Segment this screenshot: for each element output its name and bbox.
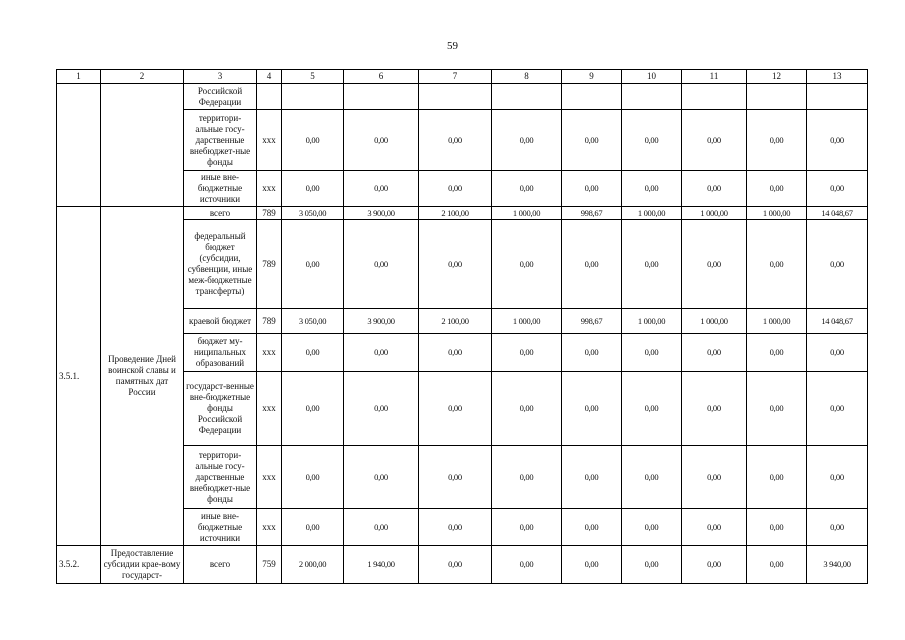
value-cell: 0,00 xyxy=(622,372,682,446)
code-cell: ххх xyxy=(257,372,282,446)
source-cell: государст-венные вне-бюджетные фонды Российской Федерации xyxy=(184,372,257,446)
value-cell: 0,00 xyxy=(419,546,492,584)
value-cell: 998,67 xyxy=(562,207,622,220)
value-cell: 0,00 xyxy=(282,372,344,446)
item-name: Предоставление субсидии крае-вому государст- xyxy=(101,546,184,584)
empty-cell xyxy=(682,84,747,110)
value-cell: 1 000,00 xyxy=(682,309,747,334)
table-row xyxy=(57,84,868,110)
header-cell: 8 xyxy=(492,70,562,84)
value-cell: 0,00 xyxy=(344,446,419,509)
header-cell: 2 xyxy=(101,70,184,84)
value-cell: 0,00 xyxy=(282,334,344,372)
value-cell: 0,00 xyxy=(622,509,682,546)
value-cell: 0,00 xyxy=(344,509,419,546)
value-cell: 0,00 xyxy=(622,546,682,584)
value-cell: 1 000,00 xyxy=(682,207,747,220)
value-cell: 0,00 xyxy=(622,446,682,509)
value-cell: 0,00 xyxy=(807,220,868,309)
value-cell: 0,00 xyxy=(492,546,562,584)
empty-cell xyxy=(101,84,184,207)
value-cell: 1 000,00 xyxy=(747,207,807,220)
empty-cell xyxy=(562,84,622,110)
value-cell: 0,00 xyxy=(419,220,492,309)
value-cell: 0,00 xyxy=(807,171,868,207)
value-cell: 0,00 xyxy=(747,546,807,584)
value-cell: 0,00 xyxy=(562,220,622,309)
code-cell: ххх xyxy=(257,334,282,372)
value-cell: 0,00 xyxy=(622,220,682,309)
value-cell: 1 000,00 xyxy=(492,309,562,334)
value-cell: 0,00 xyxy=(282,446,344,509)
value-cell: 0,00 xyxy=(419,372,492,446)
item-name: Проведение Дней воинской славы и памятных дат России xyxy=(101,207,184,546)
header-cell: 1 xyxy=(57,70,101,84)
value-cell: 0,00 xyxy=(492,334,562,372)
value-cell: 0,00 xyxy=(747,171,807,207)
value-cell: 0,00 xyxy=(682,509,747,546)
empty-cell xyxy=(419,84,492,110)
value-cell: 3 050,00 xyxy=(282,207,344,220)
code-cell: 789 xyxy=(257,207,282,220)
empty-cell xyxy=(807,84,868,110)
value-cell: 0,00 xyxy=(492,446,562,509)
value-cell: 0,00 xyxy=(747,446,807,509)
value-cell: 0,00 xyxy=(682,110,747,171)
value-cell: 0,00 xyxy=(419,509,492,546)
value-cell: 0,00 xyxy=(562,509,622,546)
budget-table xyxy=(56,69,868,584)
source-cell: территори-альные госу-дарственные внебюджет-ные фонды xyxy=(184,110,257,171)
value-cell: 0,00 xyxy=(682,171,747,207)
item-number: 3.5.2. xyxy=(57,546,101,584)
value-cell: 0,00 xyxy=(682,446,747,509)
value-cell: 0,00 xyxy=(747,220,807,309)
value-cell: 2 000,00 xyxy=(282,546,344,584)
value-cell: 0,00 xyxy=(622,171,682,207)
code-cell: 789 xyxy=(257,309,282,334)
header-cell: 5 xyxy=(282,70,344,84)
value-cell: 0,00 xyxy=(562,546,622,584)
value-cell: 2 100,00 xyxy=(419,309,492,334)
value-cell: 0,00 xyxy=(807,110,868,171)
value-cell: 0,00 xyxy=(419,171,492,207)
value-cell: 14 048,67 xyxy=(807,309,868,334)
header-cell: 9 xyxy=(562,70,622,84)
source-cell: иные вне-бюджетные источники xyxy=(184,509,257,546)
value-cell: 0,00 xyxy=(282,220,344,309)
header-cell: 6 xyxy=(344,70,419,84)
code-cell: 759 xyxy=(257,546,282,584)
value-cell: 998,67 xyxy=(562,309,622,334)
value-cell: 0,00 xyxy=(747,334,807,372)
value-cell: 0,00 xyxy=(282,509,344,546)
value-cell: 0,00 xyxy=(282,110,344,171)
value-cell: 1 000,00 xyxy=(622,309,682,334)
empty-cell xyxy=(257,84,282,110)
code-cell: 789 xyxy=(257,220,282,309)
empty-cell xyxy=(492,84,562,110)
header-cell: 7 xyxy=(419,70,492,84)
header-cell: 12 xyxy=(747,70,807,84)
source-cell: Российской Федерации xyxy=(184,84,257,110)
table-row xyxy=(57,207,868,220)
value-cell: 3 050,00 xyxy=(282,309,344,334)
source-cell: бюджет му-ниципальных образований xyxy=(184,334,257,372)
source-cell: иные вне-бюджетные источники xyxy=(184,171,257,207)
value-cell: 0,00 xyxy=(682,220,747,309)
value-cell: 0,00 xyxy=(492,372,562,446)
page-number: 59 xyxy=(447,40,458,52)
value-cell: 14 048,67 xyxy=(807,207,868,220)
value-cell: 0,00 xyxy=(282,171,344,207)
empty-cell xyxy=(57,84,101,207)
source-cell: федеральный бюджет (субсидии, субвенции, иные меж-бюджетные трансферты) xyxy=(184,220,257,309)
source-cell: всего xyxy=(184,546,257,584)
empty-cell xyxy=(622,84,682,110)
value-cell: 0,00 xyxy=(747,372,807,446)
value-cell: 3 900,00 xyxy=(344,207,419,220)
value-cell: 0,00 xyxy=(492,110,562,171)
value-cell: 0,00 xyxy=(344,171,419,207)
value-cell: 0,00 xyxy=(562,372,622,446)
code-cell: ххх xyxy=(257,171,282,207)
value-cell: 0,00 xyxy=(562,446,622,509)
code-cell: ххх xyxy=(257,110,282,171)
empty-cell xyxy=(282,84,344,110)
empty-cell xyxy=(344,84,419,110)
value-cell: 0,00 xyxy=(807,509,868,546)
value-cell: 0,00 xyxy=(747,509,807,546)
header-cell: 4 xyxy=(257,70,282,84)
value-cell: 1 000,00 xyxy=(747,309,807,334)
header-cell: 10 xyxy=(622,70,682,84)
value-cell: 0,00 xyxy=(344,334,419,372)
value-cell: 0,00 xyxy=(492,171,562,207)
header-cell: 3 xyxy=(184,70,257,84)
value-cell: 1 940,00 xyxy=(344,546,419,584)
value-cell: 0,00 xyxy=(682,334,747,372)
value-cell: 0,00 xyxy=(419,334,492,372)
source-cell: территори-альные госу-дарственные внебюджет-ные фонды xyxy=(184,446,257,509)
value-cell: 0,00 xyxy=(747,110,807,171)
code-cell: ххх xyxy=(257,446,282,509)
code-cell: ххх xyxy=(257,509,282,546)
source-cell: всего xyxy=(184,207,257,220)
value-cell: 0,00 xyxy=(562,171,622,207)
value-cell: 3 940,00 xyxy=(807,546,868,584)
value-cell: 1 000,00 xyxy=(622,207,682,220)
value-cell: 0,00 xyxy=(419,446,492,509)
value-cell: 0,00 xyxy=(622,110,682,171)
value-cell: 0,00 xyxy=(682,546,747,584)
table-row xyxy=(57,546,868,584)
value-cell: 0,00 xyxy=(807,446,868,509)
value-cell: 0,00 xyxy=(622,334,682,372)
value-cell: 1 000,00 xyxy=(492,207,562,220)
header-cell: 13 xyxy=(807,70,868,84)
value-cell: 0,00 xyxy=(682,372,747,446)
value-cell: 3 900,00 xyxy=(344,309,419,334)
item-number: 3.5.1. xyxy=(57,207,101,546)
value-cell: 0,00 xyxy=(419,110,492,171)
value-cell: 0,00 xyxy=(562,334,622,372)
value-cell: 0,00 xyxy=(492,220,562,309)
source-cell: краевой бюджет xyxy=(184,309,257,334)
header-row xyxy=(57,70,868,84)
value-cell: 0,00 xyxy=(344,372,419,446)
value-cell: 0,00 xyxy=(807,372,868,446)
header-cell: 11 xyxy=(682,70,747,84)
value-cell: 0,00 xyxy=(807,334,868,372)
value-cell: 0,00 xyxy=(344,110,419,171)
empty-cell xyxy=(747,84,807,110)
value-cell: 2 100,00 xyxy=(419,207,492,220)
value-cell: 0,00 xyxy=(492,509,562,546)
value-cell: 0,00 xyxy=(562,110,622,171)
value-cell: 0,00 xyxy=(344,220,419,309)
